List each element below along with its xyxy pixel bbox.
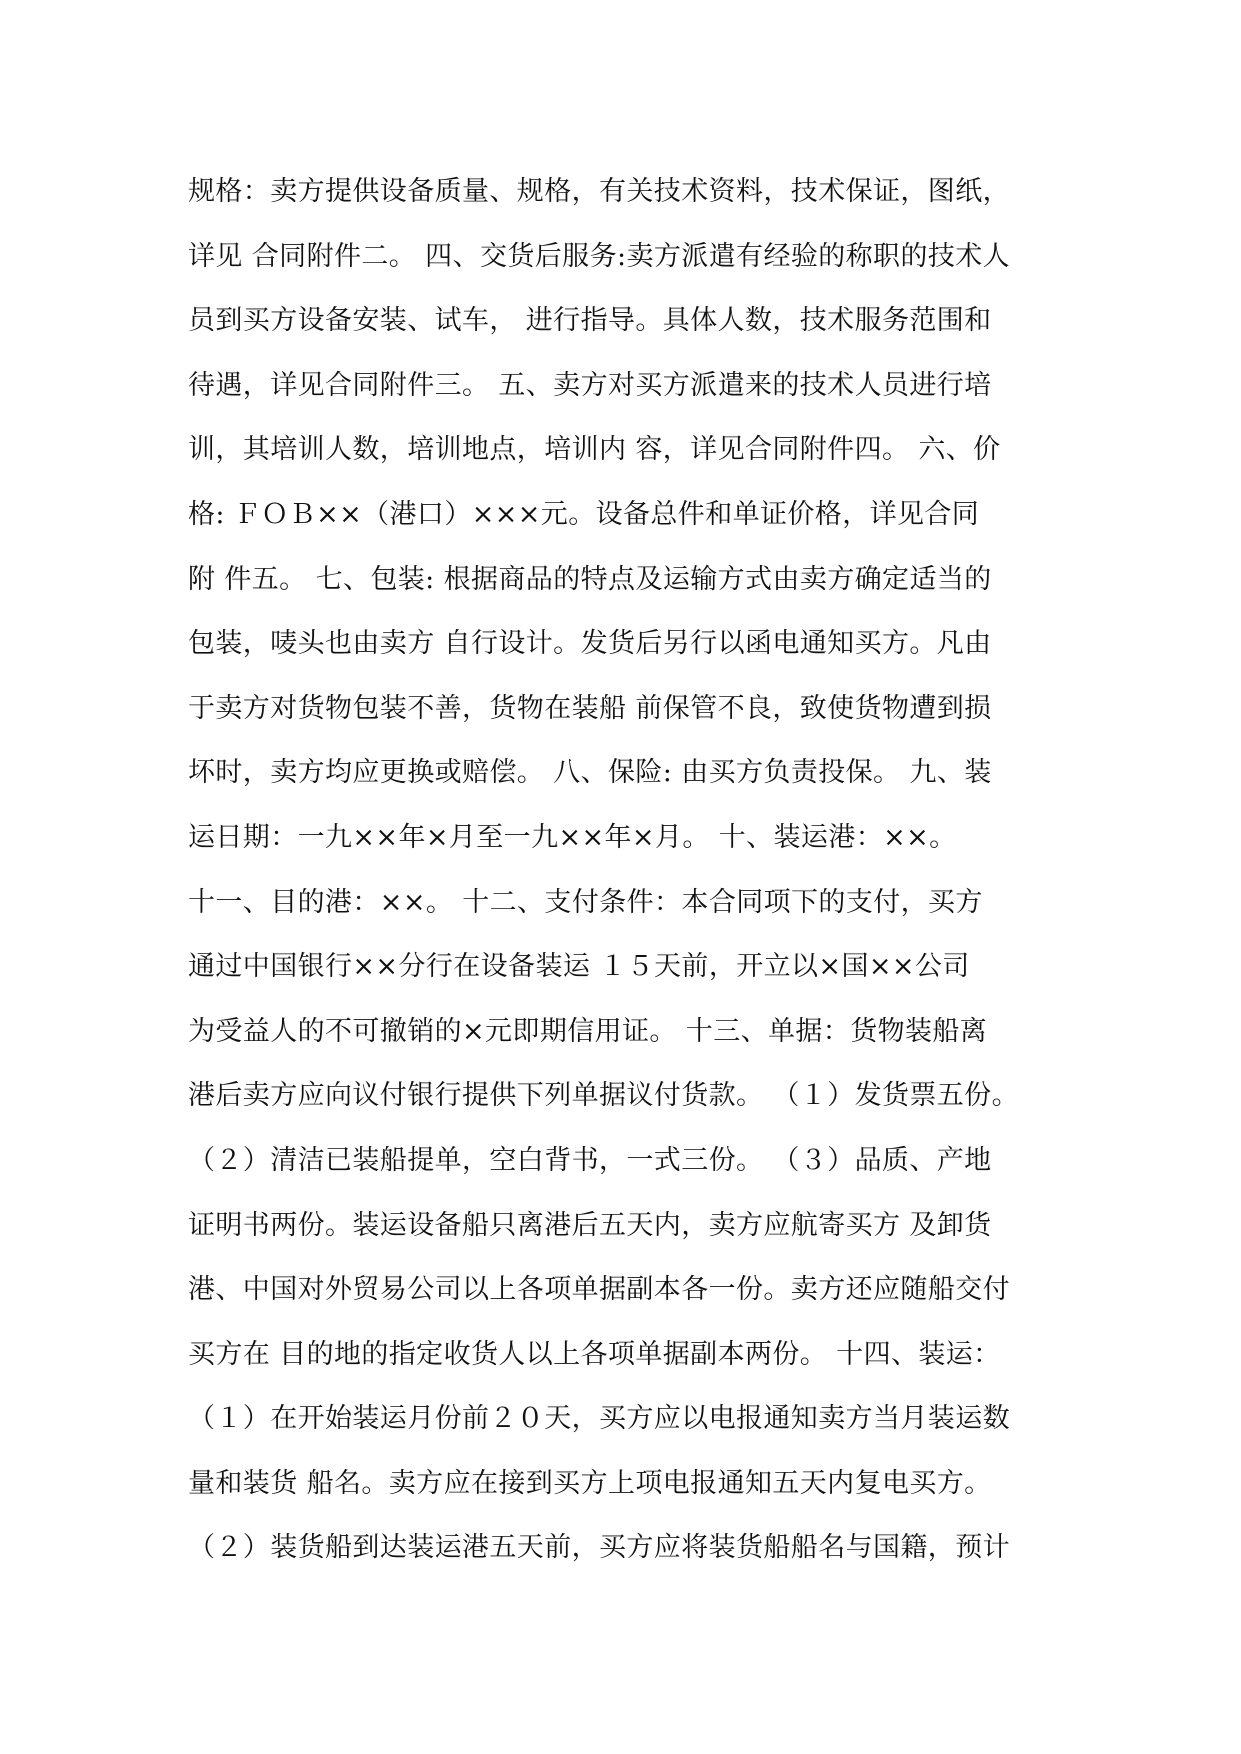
text-line: 包装，唛头也由卖方 自行设计。发货后另行以函电通知买方。凡由 bbox=[188, 628, 992, 660]
text-line: 量和装货 船名。卖方应在接到买方上项电报通知五天内复电买方。 bbox=[188, 1467, 992, 1499]
text-line: 证明书两份。装运设备船只离港后五天内，卖方应航寄买方 及卸货 bbox=[188, 1209, 992, 1241]
text-line: 港后卖方应向议付银行提供下列单据议付货款。 （１）发货票五份。 bbox=[188, 1080, 1019, 1112]
text-line: （２）装货船到达装运港五天前，买方应将装货船船名与国籍，预计 bbox=[188, 1532, 1010, 1564]
text-line: 训，其培训人数，培训地点，培训内 容，详见合同附件四。 六、价 bbox=[188, 434, 1001, 466]
text-line: 规格：卖方提供设备质量、规格，有关技术资料，技术保证，图纸， bbox=[188, 176, 1010, 207]
text-line: 格: ＦＯＢ××（港口）×××元。设备总件和单证价格，详见合同 bbox=[188, 498, 980, 530]
text-line: 港、中国对外贸易公司以上各项单据副本各一份。卖方还应随船交付 bbox=[188, 1274, 1010, 1306]
text-line: 为受益人的不可撤销的×元即期信用证。 十三、单据：货物装船离 bbox=[188, 1015, 988, 1047]
text-line: 通过中国银行××分行在设备装运 １５天前，开立以×国××公司 bbox=[188, 951, 970, 983]
text-line: 附 件五。 七、包装: 根据商品的特点及运输方式由卖方确定适当的 bbox=[188, 563, 992, 595]
text-line: 十一、目的港：××。 十二、支付条件：本合同项下的支付，买方 bbox=[188, 886, 983, 918]
text-line: 待遇，详见合同附件三。 五、卖方对买方派遣来的技术人员进行培 bbox=[188, 369, 992, 401]
text-line: 详见 合同附件二。 四、交货后服务:卖方派遣有经验的称职的技术人 bbox=[188, 240, 1011, 272]
text-line: 于卖方对货物包装不善，货物在装船 前保管不良，致使货物遭到损 bbox=[188, 692, 992, 724]
text-line: 坏时，卖方均应更换或赔偿。 八、保险: 由买方负责投保。 九、装 bbox=[188, 757, 992, 789]
text-line: 员到买方设备安装、试车， 进行指导。具体人数，技术服务范围和 bbox=[188, 305, 992, 337]
text-line: 买方在 目的地的指定收货人以上各项单据副本两份。 十四、装运： bbox=[188, 1338, 1001, 1370]
text-line: （２）清洁已装船提单，空白背书，一式三份。 （３）品质、产地 bbox=[188, 1144, 992, 1176]
text-line: 运日期：一九××年×月至一九××年×月。 十、装运港：××。 bbox=[188, 821, 957, 853]
text-line: （１）在开始装运月份前２０天，买方应以电报通知卖方当月装运数 bbox=[188, 1403, 1010, 1435]
document-body bbox=[188, 160, 1068, 1581]
